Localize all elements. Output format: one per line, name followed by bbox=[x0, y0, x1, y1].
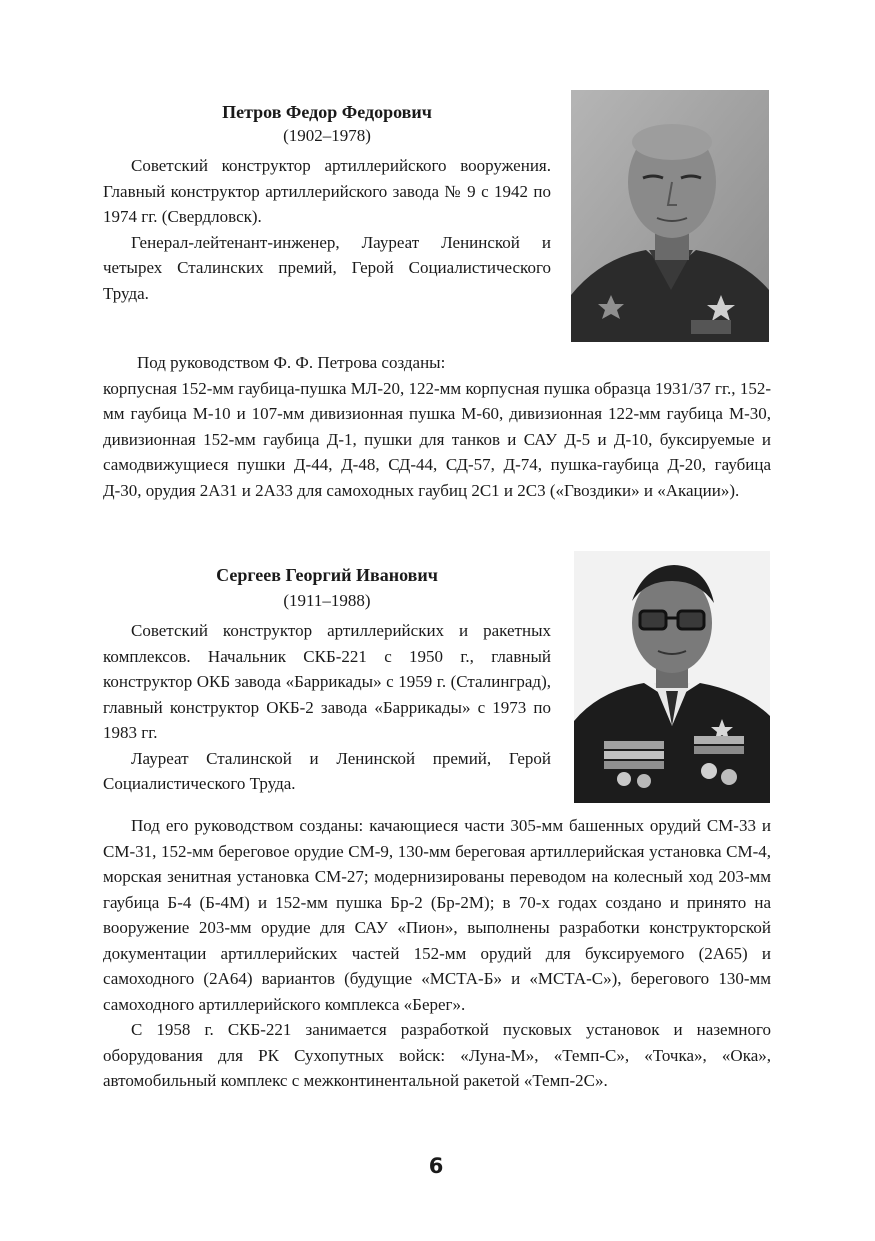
person1-works-block bbox=[103, 350, 771, 503]
person1-years: (1902–1978) bbox=[283, 126, 371, 145]
person1-bio bbox=[103, 153, 551, 306]
person2-works-paragraph-2: С 1958 г. СКБ-221 занимается разработкой пусковых установок и наземного оборудования для РК Сухопутных войск: «Луна-М», «Темп-С», «Точка», «Ока», автомобильный комплекс с межконтинентальной ракетой «Темп-2С». bbox=[103, 1020, 771, 1090]
person2-works-paragraph-1: Под его руководством созданы: качающиеся части 305-мм башенных орудий СМ-33 и СМ-31, 152-мм береговое орудие СМ-9, 130-мм береговая артиллерийская установка СМ-4, морская зенитная установка СМ-27; модернизированы переводом на колесный ход 203-мм гаубица Б-4 (Б-4М) и 152-мм пушка Бр-2 (Бр-2М); в 70-х годах создано и принято на вооружение 203-мм орудие для САУ «Пион», выполнены разработки конструкторской документации артиллерийских частей 152-мм орудий для буксируемого (2А65) и самоходного (2А64) вариантов (будущие «МСТА-Б» и «МСТА-С»), берегового 130-мм самоходного артиллерийского комплекса «Берег». bbox=[103, 816, 771, 1014]
person1-works-list: корпусная 152-мм гаубица-пушка МЛ-20, 122-мм корпусная пушка образца 1931/37 гг., 152-мм гаубица М-10 и 107-мм дивизионная пушка М-60, дивизионная 122-мм гаубица М-30, дивизионная 152-мм гаубица Д-1, пушки для танков и САУ Д-5 и Д-10, буксируемые и самодвижущиеся пушки Д-44, Д-48, СД-44, СД-57, Д-74, пушка-гаубица Д-20, гаубица Д-30, орудия 2А31 и 2А33 для самоходных гаубиц 2С1 и 2С3 («Гвоздики» и «Акации»). bbox=[103, 378, 771, 500]
person1-bio-paragraph-2: Генерал-лейтенант-инженер, Лауреат Ленинской и четырех Сталинских премий, Герой Социалистического Труда. bbox=[103, 232, 551, 303]
person2-works-block bbox=[103, 813, 771, 1094]
person1-works-intro: Под руководством Ф. Ф. Петрова созданы: bbox=[137, 353, 446, 372]
page-number: 6 bbox=[428, 1154, 444, 1178]
person2-photo bbox=[574, 551, 770, 803]
person2-years: (1911–1988) bbox=[283, 591, 371, 610]
person1-bio-paragraph-1: Советский конструктор артиллерийского вооружения. Главный конструктор артиллерийского завода № 9 с 1942 по 1974 гг. (Свердловск). bbox=[103, 156, 551, 226]
person2-bio-paragraph-1: Советский конструктор артиллерийских и ракетных комплексов. Начальник СКБ-221 с 1950 г., главный конструктор ОКБ завода «Баррикады» с 1959 г. (Сталинград), главный конструктор ОКБ-2 завода «Баррикады» с 1973 по 1983 гг. bbox=[103, 621, 551, 742]
person2-name: Сергеев Георгий Иванович bbox=[216, 565, 438, 585]
person2-bio-paragraph-2: Лауреат Сталинской и Ленинской премий, Герой Социалистического Труда. bbox=[103, 748, 551, 793]
person1-photo bbox=[571, 90, 769, 342]
person1-name: Петров Федор Федорович bbox=[222, 102, 432, 122]
person2-bio bbox=[103, 618, 551, 797]
